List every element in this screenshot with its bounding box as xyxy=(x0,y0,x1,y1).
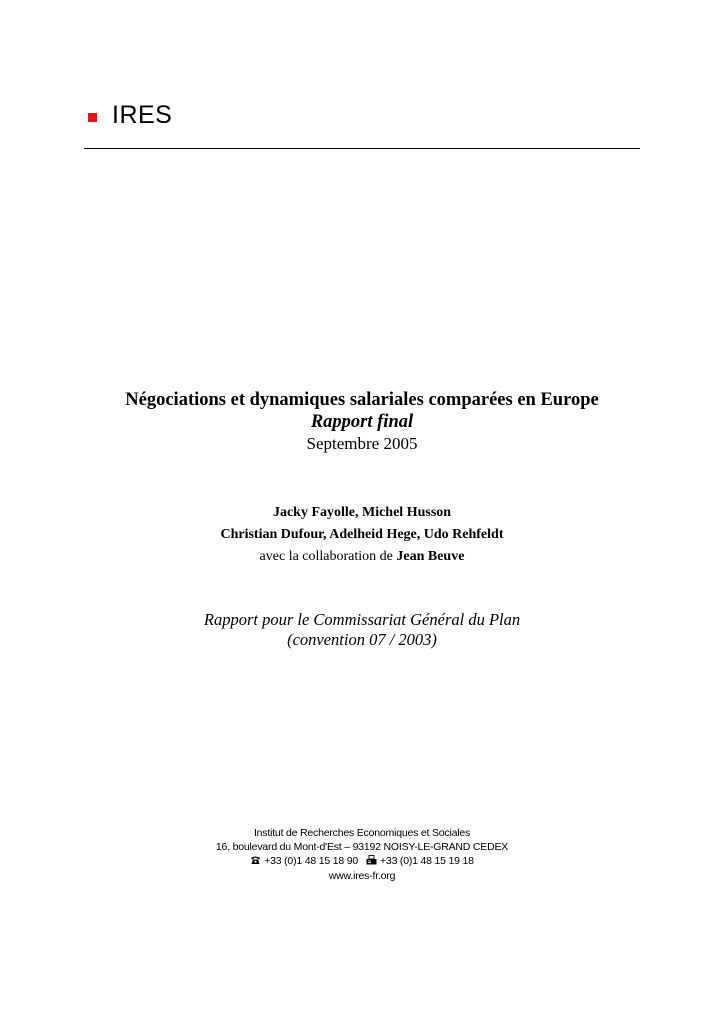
authors-line-1: Jacky Fayolle, Michel Husson xyxy=(272,505,452,520)
fax-number: +33 (0)1 48 15 19 18 xyxy=(380,855,474,867)
telephone-icon xyxy=(250,855,261,869)
collaborator-name: Jean Beuve xyxy=(396,549,465,564)
institute-name: Institut de Recherches Economiques et Sociales xyxy=(253,827,471,839)
title-block xyxy=(0,389,724,455)
header-divider xyxy=(84,148,640,149)
phone-number: +33 (0)1 48 15 18 90 xyxy=(264,855,358,867)
footer-block xyxy=(0,826,724,883)
logo-square-icon xyxy=(88,113,97,122)
report-line-1: Rapport pour le Commissariat Général du Plan xyxy=(203,610,521,629)
fax-icon xyxy=(366,855,377,869)
ires-logo xyxy=(88,100,172,130)
website-link[interactable]: www.ires-fr.org xyxy=(328,870,396,882)
report-line-2: (convention 07 / 2003) xyxy=(287,630,437,649)
document-date: Septembre 2005 xyxy=(306,434,418,453)
document-subtitle: Rapport final xyxy=(310,412,414,432)
authors-block xyxy=(0,502,724,568)
authors-line-2: Christian Dufour, Adelheid Hege, Udo Rehfeldt xyxy=(220,527,504,542)
contact-line xyxy=(0,854,724,869)
collaboration-line xyxy=(0,546,724,568)
report-block xyxy=(0,610,724,650)
logo-text: IRES xyxy=(112,101,173,129)
institute-address: 16, boulevard du Mont-d'Est – 93192 NOISY-LE-GRAND CEDEX xyxy=(215,841,509,853)
document-title: Négociations et dynamiques salariales comparées en Europe xyxy=(125,390,599,410)
collaboration-prefix: avec la collaboration de xyxy=(259,549,397,564)
